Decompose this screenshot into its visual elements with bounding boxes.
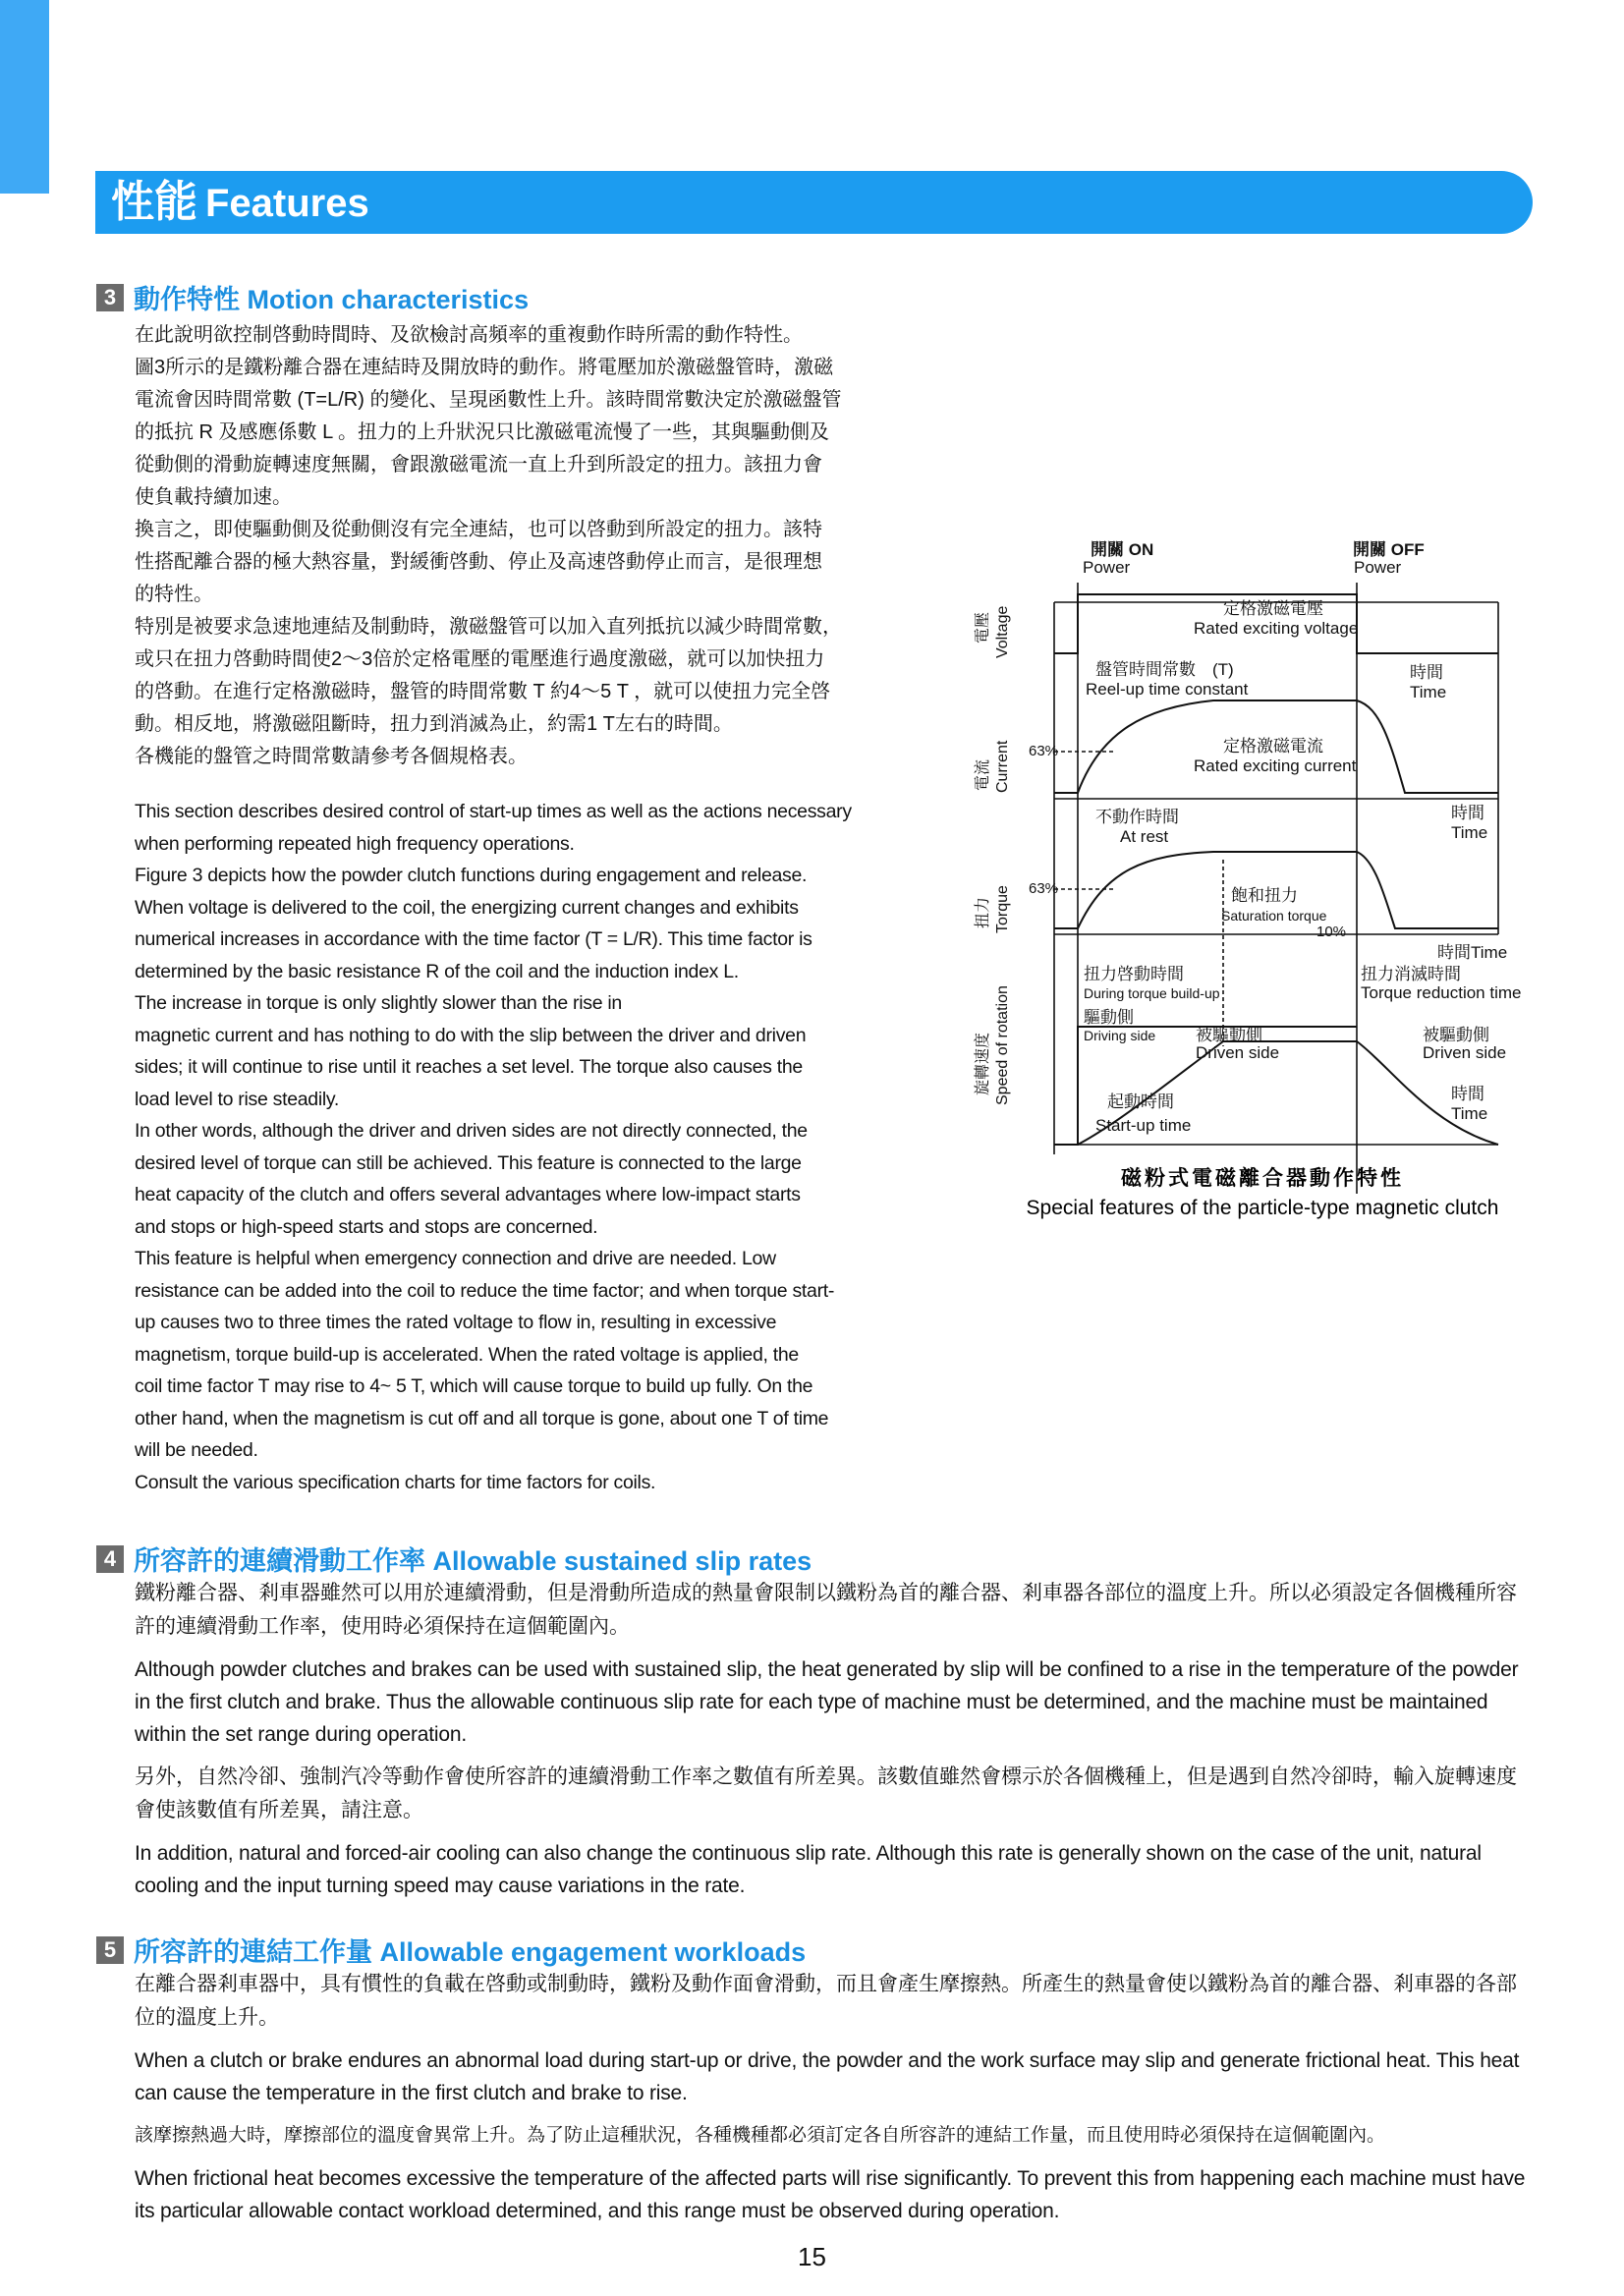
section-number: 4 xyxy=(96,1545,124,1573)
speed-en: Speed of rotation xyxy=(994,985,1011,1105)
banner-title-cjk: 性能 xyxy=(111,178,197,226)
text-line: other hand, when the magnetism is cut off and all torque is gone, about one T of time xyxy=(135,1407,829,1429)
text-line: 使負載持續加速。 xyxy=(135,486,292,508)
voltage-en: Voltage xyxy=(994,605,1011,658)
s4-p2-en: In addition, natural and forced-air cooling can also change the continuous slip rate. Although this rate is generally shown on the case of the unit, natural cooling and the input turning speed may cause variations in the rate. xyxy=(135,1842,1482,1897)
text-line: 特別是被要求急速地連結及制動時，激磁盤管可以加入直列抵抗以減少時間常數， xyxy=(135,616,842,638)
section-5-body xyxy=(135,1968,1535,2237)
motion-characteristics-diagram xyxy=(968,535,1538,1233)
time-en-4: Time xyxy=(1451,1104,1488,1123)
atrest-en: At rest xyxy=(1120,827,1169,846)
s4-p1-en: Although powder clutches and brakes can be used with sustained slip, the heat generated by slip will be confined to a rise in the temperature of the powder in the first clutch and brake. Thus the allowable continuous slip rate for each type of machine must be determined, and the machine must be maintained within the set range during operation. xyxy=(135,1658,1519,1746)
text-line: 的抵抗 R 及感應係數 L 。扭力的上升狀況只比激磁電流慢了一些，其與驅動側及 xyxy=(135,421,830,443)
power-off-en: Power xyxy=(1354,558,1402,577)
startup-en: Start-up time xyxy=(1095,1116,1192,1135)
text-line: resistance can be added into the coil to reduce the time factor; and when torque start- xyxy=(135,1279,835,1302)
text-line: sides; it will continue to rise until it reaches a set level. The torque also causes the xyxy=(135,1056,803,1078)
section-title: 所容許的連續滑動工作率 Allowable sustained slip rates xyxy=(134,1546,812,1576)
text-line: heat capacity of the clutch and offers several advantages where low-impact starts xyxy=(135,1184,801,1205)
buildup-en: During torque build-up xyxy=(1084,985,1220,1001)
text-line: The increase in torque is only slightly slower than the rise in xyxy=(135,992,622,1014)
section-title: 動作特性 Motion characteristics xyxy=(134,285,530,314)
text-line: 的啓動。在進行定格激磁時，盤管的時間常數 T 約4～5 T ，就可以使扭力完全啓 xyxy=(135,681,831,702)
section-4-body xyxy=(135,1577,1535,1912)
time-zh-2: 時間 xyxy=(1451,804,1484,822)
reelup-en: Reel-up time constant xyxy=(1086,680,1249,699)
text-line: Figure 3 depicts how the powder clutch functions during engagement and release. xyxy=(135,865,808,886)
text-line: When voltage is delivered to the coil, the energizing current changes and exhibits xyxy=(135,896,799,919)
text-line: when performing repeated high frequency operations. xyxy=(135,832,575,855)
voltage-zh: 電壓 xyxy=(975,611,991,644)
edge-accent-bar xyxy=(0,0,49,194)
section-4-heading xyxy=(96,1540,812,1578)
text-line: numerical increases in accordance with the time factor (T = L/R). This time factor is xyxy=(135,928,812,950)
section-number: 5 xyxy=(96,1936,124,1964)
text-line: 換言之，即使驅動側及從動側沒有完全連結，也可以啓動到所設定的扭力。該特 xyxy=(135,519,822,540)
text-line: 在此說明欲控制啓動時間時、及欲檢討高頻率的重複動作時所需的動作特性。 xyxy=(135,324,803,346)
atrest-zh: 不動作時間 xyxy=(1095,808,1179,826)
time-en-2: Time xyxy=(1451,823,1488,842)
driven2-en: Driven side xyxy=(1423,1043,1507,1062)
text-line: 動。相反地，將激磁阻斷時，扭力到消滅為止，約需1 T左右的時間。 xyxy=(135,713,733,735)
text-line: Consult the various specification charts for time factors for coils. xyxy=(135,1471,656,1493)
text-line: In other words, although the driver and driven sides are not directly connected, the xyxy=(135,1120,808,1142)
rated-voltage-zh: 定格激磁電壓 xyxy=(1223,599,1323,618)
features-banner xyxy=(95,171,1533,234)
pct63-current: 63% xyxy=(1029,743,1059,759)
section-3-heading xyxy=(96,278,529,316)
time-zh-4: 時間 xyxy=(1451,1085,1484,1103)
driven2-zh: 被驅動側 xyxy=(1423,1026,1489,1044)
text-line: This feature is helpful when emergency connection and drive are needed. Low xyxy=(135,1248,776,1269)
section-title: 所容許的連結工作量 Allowable engagement workloads xyxy=(134,1937,807,1967)
section-3-english-text xyxy=(135,796,886,1498)
section-5-heading xyxy=(96,1931,806,1969)
banner-title-en: Features xyxy=(205,182,369,225)
power-on-en: Power xyxy=(1083,558,1131,577)
reelup-zh: 盤管時間常數 (T) xyxy=(1095,660,1234,679)
text-line: 各機能的盤管之時間常數請參考各個規格表。 xyxy=(135,746,528,767)
text-line: will be needed. xyxy=(135,1439,258,1461)
text-line: This section describes desired control of start-up times as well as the actions necessary xyxy=(135,801,852,822)
driven-zh: 被驅動側 xyxy=(1196,1026,1262,1044)
saturation-en: Saturation torque xyxy=(1221,908,1327,924)
driving-en: Driving side xyxy=(1084,1028,1156,1043)
text-line: load level to rise steadily. xyxy=(135,1088,340,1110)
s5-p2-zh: 該摩擦熱過大時，摩擦部位的溫度會異常上升。為了防止這種狀況，各種機種都必須訂定各自所容許的連結工作量，而且使用時必須保持在這個範圍內。 xyxy=(135,2125,1386,2146)
buildup-zh: 扭力啓動時間 xyxy=(1084,965,1184,983)
startup-zh: 起動時間 xyxy=(1107,1092,1174,1111)
s5-p1-en: When a clutch or brake endures an abnormal load during start-up or drive, the powder and the work surface may slip and generate frictional heat. This heat can cause the temperature in the first clutch and brake to rise. xyxy=(135,2049,1520,2104)
time-en-1: Time xyxy=(1410,683,1447,701)
pct63-torque: 63% xyxy=(1029,880,1059,897)
text-line: and stops or high-speed starts and stops are concerned. xyxy=(135,1215,598,1238)
text-line: 電流會因時間常數 (T=L/R) 的變化、呈現函數性上升。該時間常數決定於激磁盤管 xyxy=(135,389,842,411)
driven-en: Driven side xyxy=(1196,1043,1280,1062)
text-line: determined by the basic resistance R of the coil and the induction index L. xyxy=(135,960,739,982)
reduction-en: Torque reduction time xyxy=(1361,983,1522,1002)
pct10-label: 10% xyxy=(1316,924,1347,940)
text-line: 的特性。 xyxy=(135,584,213,605)
time-zh-3: 時間Time xyxy=(1437,943,1508,962)
text-line: coil time factor T may rise to 4~ 5 T, which will cause torque to build up fully. On the xyxy=(135,1375,813,1397)
driving-zh: 驅動側 xyxy=(1084,1008,1134,1027)
diagram-caption-zh: 磁粉式電磁離合器動作特性 xyxy=(1121,1167,1404,1190)
current-zh: 電流 xyxy=(975,758,991,791)
s4-p2-zh: 另外，自然冷卻、強制汽冷等動作會使所容許的連續滑動工作率之數值有所差異。該數值雖然會標示於各個機種上，但是遇到自然冷卻時，輸入旋轉速度會使該數值有所差異，請注意。 xyxy=(135,1765,1517,1821)
power-off-label: 開關 OFF xyxy=(1353,540,1425,559)
rated-current-zh: 定格激磁電流 xyxy=(1223,737,1323,756)
section-number: 3 xyxy=(96,284,124,311)
text-line: 或只在扭力啓動時間使2～3倍於定格電壓的電壓進行過度激磁，就可以加快扭力 xyxy=(135,648,825,670)
speed-zh: 旋轉速度 xyxy=(975,1032,991,1095)
page-number: 15 xyxy=(798,2242,826,2271)
power-on-label: 開關 ON xyxy=(1091,540,1154,559)
diagram-caption-en: Special features of the particle-type magnetic clutch xyxy=(1026,1197,1499,1219)
s5-p2-en: When frictional heat becomes excessive the temperature of the affected parts will rise significantly. To prevent this from happening each machine must have its particular allowable contact workload determined, and this range must be observed during operation. xyxy=(135,2167,1526,2222)
text-line: 從動側的滑動旋轉速度無關，會跟激磁電流一直上升到所設定的扭力。該扭力會 xyxy=(135,454,822,476)
torque-zh: 扭力 xyxy=(975,896,991,928)
banner-title xyxy=(111,177,369,229)
text-line: magnetic current and has nothing to do with the slip between the driver and driven xyxy=(135,1024,807,1046)
s4-p1-zh: 鐵粉離合器、剎車器雖然可以用於連續滑動，但是滑動所造成的熱量會限制以鐵粉為首的離合器、剎車器各部位的溫度上升。所以必須設定各個機種所容許的連續滑動工作率，使用時必須保持在這個範圍內。 xyxy=(135,1582,1517,1638)
time-zh-1: 時間 xyxy=(1410,663,1443,682)
rated-current-en: Rated exciting current xyxy=(1194,756,1357,775)
text-line: magnetism, torque build-up is accelerated. When the rated voltage is applied, the xyxy=(135,1343,799,1366)
text-line: 圖3所示的是鐵粉離合器在連結時及開放時的動作。將電壓加於激磁盤管時，激磁 xyxy=(135,357,834,378)
section-3-chinese-text xyxy=(135,319,886,773)
saturation-zh: 飽和扭力 xyxy=(1231,886,1298,905)
s5-p1-zh: 在離合器剎車器中，具有慣性的負載在啓動或制動時，鐵粉及動作面會滑動，而且會產生摩擦熱。所產生的熱量會使以鐵粉為首的離合器、剎車器的各部位的溫度上升。 xyxy=(135,1973,1517,2029)
text-line: 性搭配離合器的極大熱容量，對緩衝啓動、停止及高速啓動停止而言，是很理想 xyxy=(135,551,822,573)
rated-voltage-en: Rated exciting voltage xyxy=(1194,619,1359,638)
torque-en: Torque xyxy=(994,885,1011,933)
current-en: Current xyxy=(994,740,1011,793)
text-line: up causes two to three times the rated voltage to flow in, resulting in excessive xyxy=(135,1312,777,1333)
reduction-zh: 扭力消滅時間 xyxy=(1361,965,1461,983)
text-line: desired level of torque can still be achieved. This feature is connected to the large xyxy=(135,1151,802,1174)
